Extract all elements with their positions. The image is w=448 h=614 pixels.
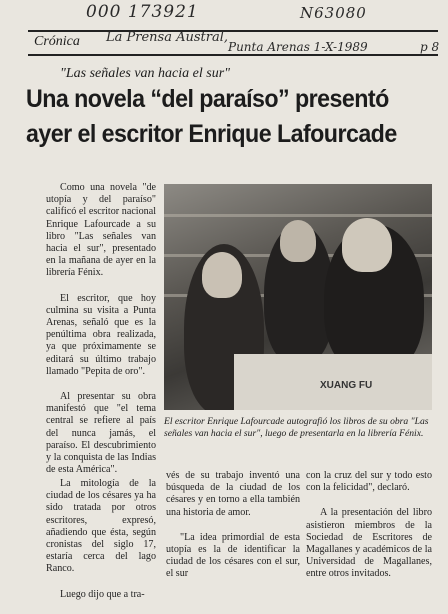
kicker: "Las señales van hacia el sur": [60, 66, 231, 81]
paragraph: con la cruz del sur y todo esto con la felicidad", declaró.: [306, 470, 432, 494]
column-left: [46, 182, 156, 489]
photo-sign: XUANG FU: [320, 380, 373, 391]
section-label: Crónica: [34, 34, 80, 49]
paragraph: Como una novela "de utopía y del paraíso" calificó el escritor nacional Enrique Lafourcade a su libro "Las señales van hacia el sur", presentado en la mañana de ayer en la librería Fénix.: [46, 182, 156, 279]
photo-shelf: [164, 214, 432, 217]
paragraph: La mitología de la ciudad de los césares ya ha sido tratada por otros escritores, expresó, añadiendo que ésta, según cronistas del siglo 17, estaría cerca del lago Ranco.: [46, 478, 156, 575]
paragraph: A la presentación del libro asistieron miembros de la Sociedad de Escritores de Magallanes y académicos de la Universidad de Magallanes, entre otros invitados.: [306, 507, 432, 580]
headline: Una novela “del paraíso” presentó ayer el escritor Enrique Lafourcade: [26, 85, 397, 148]
photo-person-author-face: [342, 218, 392, 272]
handnote-source: La Prensa Austral,: [106, 30, 229, 45]
column-middle: [166, 470, 300, 594]
paragraph: El escritor, que hoy culmina su visita a Punta Arenas, señaló que es la penúltima obra realizada, ya que próximamente se editará su último trabajo llamado "Pepita de oro".: [46, 292, 156, 377]
photo-caption: El escritor Enrique Lafourcade autografió los libros de su obra "Las señales van hacia el sur", luego de presentarla en la librería Fénix.: [164, 416, 429, 439]
archive-id: N63080: [300, 4, 367, 22]
handnote-date: Punta Arenas 1-X-1989: [228, 40, 368, 54]
photo: [164, 184, 432, 410]
photo-person-man-face: [280, 220, 316, 262]
column-left-lower: [46, 478, 156, 614]
paragraph: Al presentar su obra manifestó que "el tema central se refiere al país del nunca jamás, el paraíso. El descubrimiento y la conquista de las Indias de esta América".: [46, 391, 156, 476]
handnote-page: p 8: [420, 40, 440, 54]
photo-person-woman-face: [202, 252, 242, 298]
paragraph: vés de su trabajo inventó una búsqueda de la ciudad de los césares y en torno a ella también una historia de amor.: [166, 470, 300, 518]
stamp-code: 000 173921: [86, 2, 199, 22]
column-right: [306, 470, 432, 594]
paragraph: Luego dijo que a tra-: [60, 588, 145, 600]
paragraph: "La idea primordial de esta utopía es la de identificar la ciudad de los césares con el sur, el sur: [166, 531, 300, 580]
